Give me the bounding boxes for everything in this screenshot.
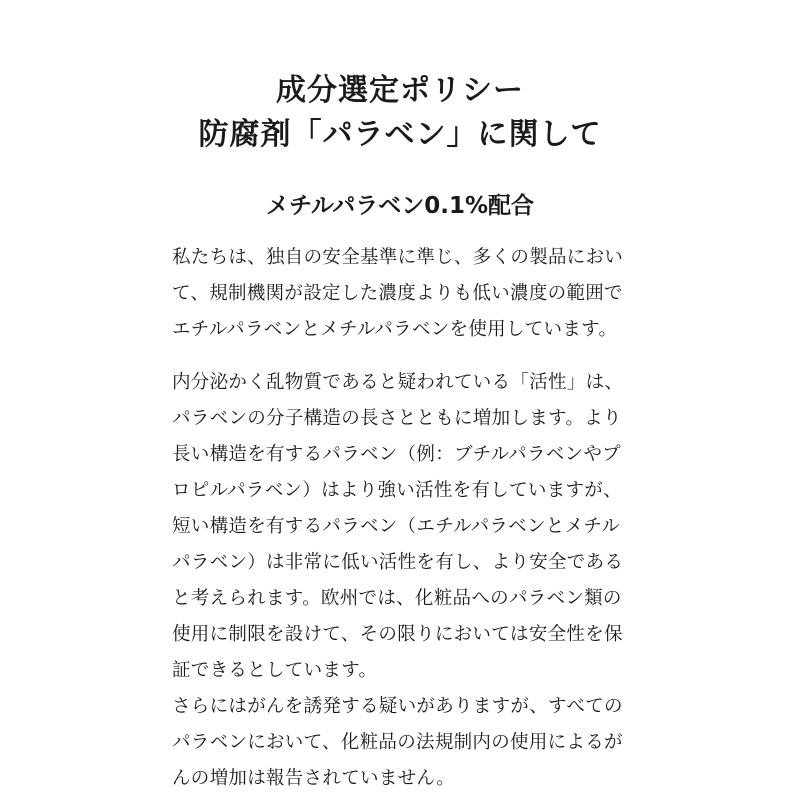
paragraph-2-line-3: 長い構造を有するパラベン（例：ブチルパラベンやプ xyxy=(172,444,621,465)
paragraph-2-line-7: と考えられます。欧州では、化粧品へのパラベン類の xyxy=(172,588,622,609)
paragraph-2-line-12: んの増加は報告されていません。 xyxy=(172,768,456,789)
paragraph-2-line-1: 内分泌かく乱物質であると疑われている「活性」は、 xyxy=(172,372,624,393)
paragraph-1-line-2: て、規制機関が設定した濃度よりも低い濃度の範囲で xyxy=(172,283,623,304)
paragraph-2-line-8: 使用に制限を設けて、その限りにおいては安全性を保 xyxy=(172,624,623,645)
paragraph-1-line-1: 私たちは、独自の安全基準に準じ、多くの製品におい xyxy=(172,247,624,268)
paragraph-1-line-3: エチルパラベンとメチルパラベンを使用しています。 xyxy=(172,319,618,340)
section-subtitle: メチルパラベン0.1%配合 xyxy=(265,193,535,219)
paragraph-2-line-9: 証できるとしています。 xyxy=(172,660,378,681)
paragraph-2-line-4: ロピルパラベン）はより強い活性を有していますが、 xyxy=(172,480,622,501)
paragraph-2-line-5: 短い構造を有するパラベン（エチルパラベンとメチル xyxy=(172,516,621,537)
paragraph-2-line-2: パラベンの分子構造の長さとともに増加します。より xyxy=(172,408,622,429)
paragraph-2-line-11: パラベンにおいて、化粧品の法規制内の使用によるが xyxy=(172,732,623,753)
page-title-line-1: 成分選定ポリシー xyxy=(276,73,524,108)
paragraph-2-line-10: さらにはがんを誘発する疑いがありますが、すべての xyxy=(172,696,623,717)
page-title-line-2: 防腐剤「パラベン」に関して xyxy=(198,117,602,152)
paragraph-2-line-6: パラベン）は非常に低い活性を有し、より安全である xyxy=(172,552,624,573)
